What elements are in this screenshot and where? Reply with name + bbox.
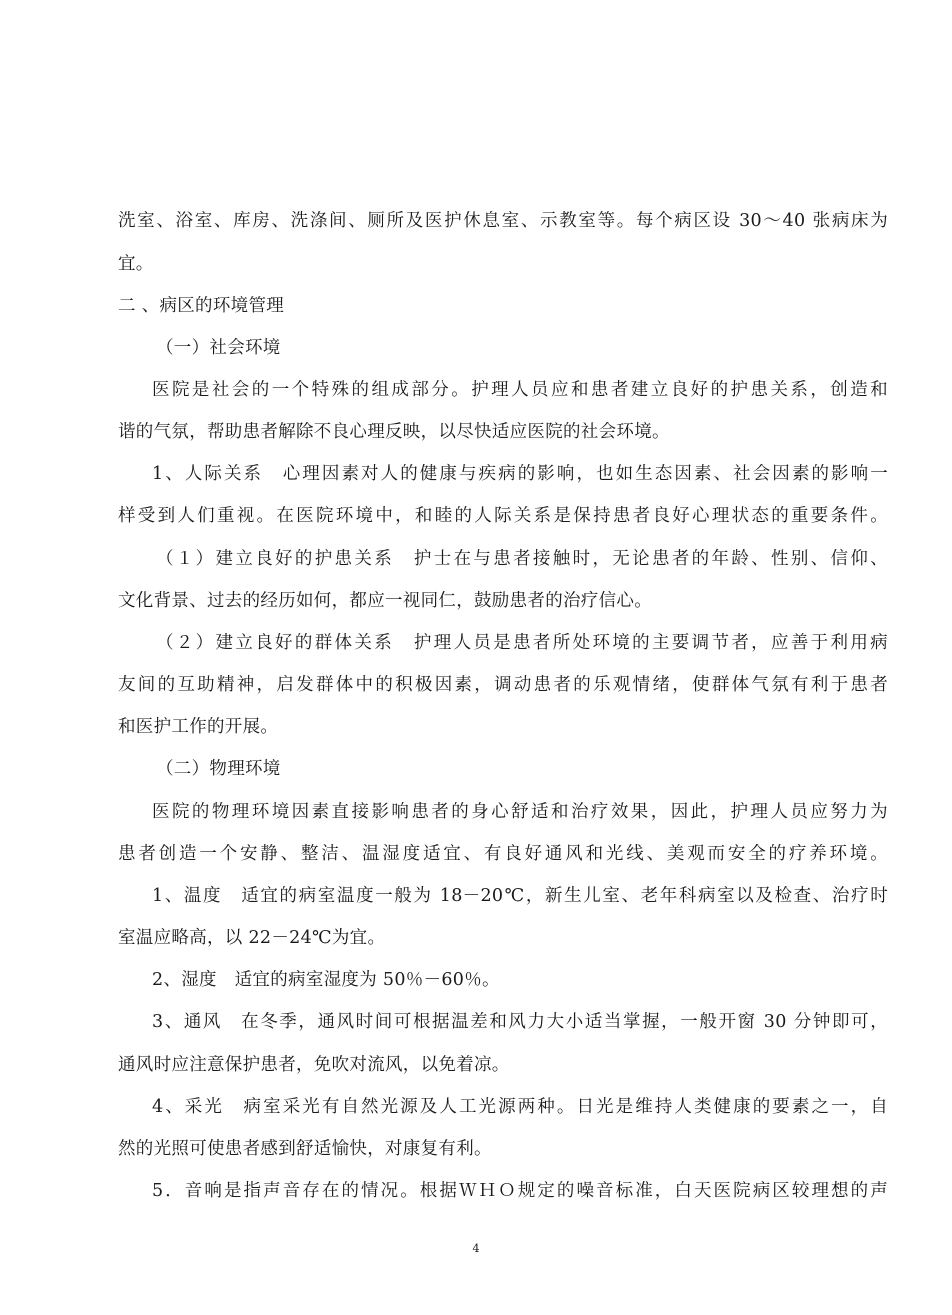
body-text-line: 洗室、浴室、库房、洗涤间、厕所及医护休息室、示教室等。每个病区设 30～40 张病床为 xyxy=(118,211,888,231)
subsection-heading: （二）物理环境 xyxy=(156,759,281,779)
body-text-line: 1、人际关系 心理因素对人的健康与疾病的影响，也如生态因素、社会因素的影响一 xyxy=(152,464,888,484)
page-number: 4 xyxy=(472,1242,480,1255)
body-text-line: 3、通风 在冬季，通风时间可根据温差和风力大小适当掌握，一般开窗 30 分钟即可， xyxy=(152,1012,888,1032)
body-text-line: 2、湿度 适宜的病室湿度为 50％－60％。 xyxy=(152,970,500,990)
body-text-line: 医院的物理环境因素直接影响患者的身心舒适和治疗效果，因此，护理人员应努力为 xyxy=(152,802,888,822)
body-text-line: 然的光照可使患者感到舒适愉快，对康复有利。 xyxy=(118,1139,492,1159)
body-text-line: （１）建立良好的护患关系 护士在与患者接触时，无论患者的年龄、性别、信仰、 xyxy=(156,549,888,569)
body-text-line: 样受到人们重视。在医院环境中，和睦的人际关系是保持患者良好心理状态的重要条件。 xyxy=(118,506,888,526)
body-text-line: 通风时应注意保护患者，免吹对流风，以免着凉。 xyxy=(118,1055,510,1075)
body-text-line: 文化背景、过去的经历如何，都应一视同仁，鼓励患者的治疗信心。 xyxy=(118,591,652,611)
body-text-line: 医院是社会的一个特殊的组成部分。护理人员应和患者建立良好的护患关系，创造和 xyxy=(152,380,888,400)
body-text-line: 谐的气氛，帮助患者解除不良心理反映，以尽快适应医院的社会环境。 xyxy=(118,422,670,442)
body-text-line: 4、采光 病室采光有自然光源及人工光源两种。日光是维持人类健康的要素之一，自 xyxy=(152,1097,888,1117)
body-text-line: 友间的互助精神，启发群体中的积极因素，调动患者的乐观情绪，使群体气氛有利于患者 xyxy=(118,675,888,695)
body-text-line: 室温应略高，以 22－24℃为宜。 xyxy=(118,928,386,948)
body-text-line: （２）建立良好的群体关系 护理人员是患者所处环境的主要调节者，应善于利用病 xyxy=(156,633,888,653)
body-text-line: 5．音响是指声音存在的情况。根据ＷＨＯ规定的噪音标准，白天医院病区较理想的声 xyxy=(152,1181,888,1201)
body-text-line: 宜。 xyxy=(118,254,154,274)
body-text-line: 和医护工作的开展。 xyxy=(118,717,279,737)
body-text-line: 患者创造一个安静、整洁、温湿度适宜、有良好通风和光线、美观而安全的疗养环境。 xyxy=(118,844,888,864)
body-text-line: 1、温度 适宜的病室温度一般为 18－20℃，新生儿室、老年科病室以及检查、治疗时 xyxy=(152,886,888,906)
subsection-heading: （一）社会环境 xyxy=(156,338,281,358)
section-heading: 二 、病区的环境管理 xyxy=(118,296,285,316)
